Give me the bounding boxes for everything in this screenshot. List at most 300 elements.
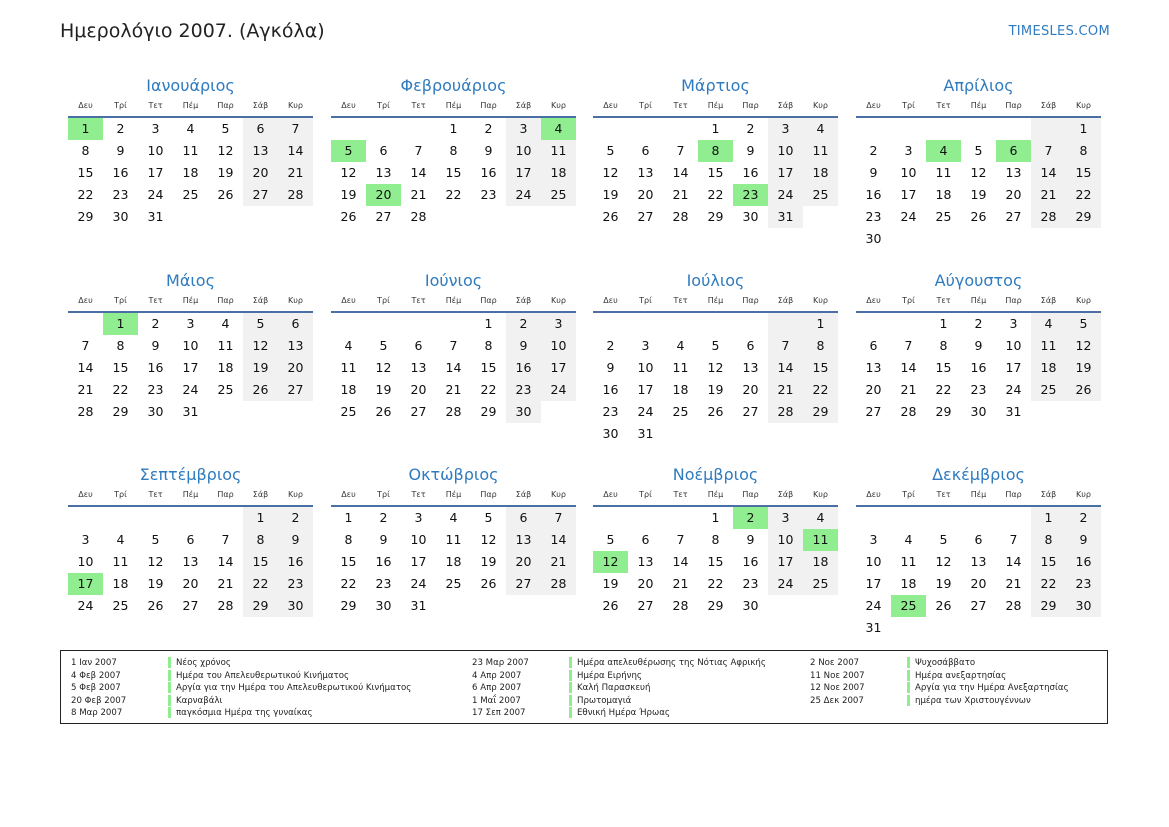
day-cell[interactable]: 6 — [379, 143, 388, 158]
day-cell[interactable]: 6 — [746, 338, 755, 353]
day-cell[interactable]: 15 — [707, 554, 724, 569]
day-cell[interactable]: 19 — [970, 187, 987, 202]
day-cell[interactable]: 14 — [672, 554, 689, 569]
day-cell[interactable]: 12 — [147, 554, 164, 569]
day-cell[interactable]: 3 — [541, 313, 576, 335]
day-cell[interactable]: 18 — [803, 162, 838, 184]
day-cell[interactable]: 1 — [939, 316, 948, 331]
day-cell[interactable]: 18 — [445, 554, 462, 569]
day-cell[interactable]: 11 — [1031, 335, 1066, 357]
day-cell[interactable]: 7 — [414, 143, 423, 158]
day-cell[interactable]: 21 — [77, 382, 94, 397]
day-cell[interactable]: 22 — [445, 187, 462, 202]
day-cell[interactable]: 27 — [637, 598, 654, 613]
day-cell[interactable]: 29 — [480, 404, 497, 419]
day-cell[interactable]: 16 — [506, 357, 541, 379]
day-cell[interactable]: 3 — [768, 507, 803, 529]
day-cell[interactable]: 8 — [698, 140, 733, 162]
day-cell[interactable]: 21 — [672, 576, 689, 591]
day-cell[interactable]: 25 — [891, 595, 926, 617]
day-cell[interactable]: 25 — [340, 404, 357, 419]
day-cell[interactable]: 13 — [278, 335, 313, 357]
day-cell[interactable]: 4 — [803, 507, 838, 529]
day-cell[interactable]: 3 — [186, 316, 195, 331]
day-cell[interactable]: 16 — [742, 554, 759, 569]
day-cell[interactable]: 31 — [1005, 404, 1022, 419]
day-cell[interactable]: 18 — [1031, 357, 1066, 379]
day-cell[interactable]: 3 — [904, 143, 913, 158]
day-cell[interactable]: 18 — [340, 382, 357, 397]
day-cell[interactable]: 30 — [147, 404, 164, 419]
day-cell[interactable]: 10 — [1005, 338, 1022, 353]
day-cell[interactable]: 3 — [641, 338, 650, 353]
day-cell[interactable]: 22 — [803, 379, 838, 401]
day-cell[interactable]: 7 — [541, 507, 576, 529]
day-cell[interactable]: 19 — [243, 357, 278, 379]
day-cell[interactable]: 11 — [541, 140, 576, 162]
day-cell[interactable]: 23 — [733, 184, 768, 206]
day-cell[interactable]: 2 — [974, 316, 983, 331]
day-cell[interactable]: 14 — [278, 140, 313, 162]
day-cell[interactable]: 9 — [278, 529, 313, 551]
day-cell[interactable]: 15 — [480, 360, 497, 375]
day-cell[interactable]: 13 — [865, 360, 882, 375]
day-cell[interactable]: 24 — [865, 598, 882, 613]
day-cell[interactable]: 19 — [480, 554, 497, 569]
day-cell[interactable]: 16 — [1066, 551, 1101, 573]
day-cell[interactable]: 11 — [445, 532, 462, 547]
day-cell[interactable]: 27 — [970, 598, 987, 613]
day-cell[interactable]: 30 — [278, 595, 313, 617]
site-link[interactable]: TIMESLES.COM — [1008, 24, 1110, 39]
day-cell[interactable]: 29 — [340, 598, 357, 613]
day-cell[interactable]: 2 — [116, 121, 125, 136]
day-cell[interactable]: 7 — [221, 532, 230, 547]
day-cell[interactable]: 27 — [865, 404, 882, 419]
day-cell[interactable]: 4 — [221, 316, 230, 331]
day-cell[interactable]: 14 — [1031, 162, 1066, 184]
day-cell[interactable]: 24 — [541, 379, 576, 401]
day-cell[interactable]: 26 — [480, 576, 497, 591]
day-cell[interactable]: 11 — [340, 360, 357, 375]
day-cell[interactable]: 23 — [1066, 573, 1101, 595]
day-cell[interactable]: 24 — [410, 576, 427, 591]
day-cell[interactable]: 21 — [541, 551, 576, 573]
day-cell[interactable]: 3 — [151, 121, 160, 136]
day-cell[interactable]: 6 — [243, 118, 278, 140]
day-cell[interactable]: 4 — [1031, 313, 1066, 335]
day-cell[interactable]: 20 — [637, 187, 654, 202]
day-cell[interactable]: 3 — [869, 532, 878, 547]
day-cell[interactable]: 25 — [935, 209, 952, 224]
day-cell[interactable]: 22 — [243, 573, 278, 595]
day-cell[interactable]: 26 — [602, 209, 619, 224]
day-cell[interactable]: 17 — [541, 357, 576, 379]
day-cell[interactable]: 2 — [869, 143, 878, 158]
day-cell[interactable]: 31 — [410, 598, 427, 613]
day-cell[interactable]: 1 — [449, 121, 458, 136]
day-cell[interactable]: 21 — [445, 382, 462, 397]
day-cell[interactable]: 28 — [672, 598, 689, 613]
day-cell[interactable]: 5 — [151, 532, 160, 547]
day-cell[interactable]: 10 — [637, 360, 654, 375]
day-cell[interactable]: 28 — [900, 404, 917, 419]
day-cell[interactable]: 5 — [711, 338, 720, 353]
day-cell[interactable]: 17 — [768, 551, 803, 573]
day-cell[interactable]: 1 — [103, 313, 138, 335]
day-cell[interactable]: 20 — [865, 382, 882, 397]
day-cell[interactable]: 31 — [182, 404, 199, 419]
day-cell[interactable]: 15 — [445, 165, 462, 180]
day-cell[interactable]: 13 — [182, 554, 199, 569]
day-cell[interactable]: 21 — [1005, 576, 1022, 591]
day-cell[interactable]: 21 — [1031, 184, 1066, 206]
day-cell[interactable]: 28 — [217, 598, 234, 613]
day-cell[interactable]: 24 — [147, 187, 164, 202]
day-cell[interactable]: 10 — [77, 554, 94, 569]
day-cell[interactable]: 23 — [480, 187, 497, 202]
day-cell[interactable]: 29 — [1066, 206, 1101, 228]
day-cell[interactable]: 1 — [1066, 118, 1101, 140]
day-cell[interactable]: 29 — [707, 598, 724, 613]
day-cell[interactable]: 12 — [1066, 335, 1101, 357]
day-cell[interactable]: 12 — [480, 532, 497, 547]
day-cell[interactable]: 27 — [243, 184, 278, 206]
day-cell[interactable]: 17 — [900, 187, 917, 202]
day-cell[interactable]: 13 — [637, 165, 654, 180]
day-cell[interactable]: 16 — [375, 554, 392, 569]
day-cell[interactable]: 6 — [869, 338, 878, 353]
day-cell[interactable]: 30 — [865, 231, 882, 246]
day-cell[interactable]: 3 — [1009, 316, 1018, 331]
day-cell[interactable]: 13 — [375, 165, 392, 180]
day-cell[interactable]: 22 — [935, 382, 952, 397]
day-cell[interactable]: 25 — [803, 184, 838, 206]
day-cell[interactable]: 30 — [112, 209, 129, 224]
day-cell[interactable]: 29 — [1031, 595, 1066, 617]
day-cell[interactable]: 10 — [182, 338, 199, 353]
day-cell[interactable]: 8 — [344, 532, 353, 547]
day-cell[interactable]: 14 — [217, 554, 234, 569]
day-cell[interactable]: 24 — [1005, 382, 1022, 397]
day-cell[interactable]: 18 — [541, 162, 576, 184]
day-cell[interactable]: 23 — [375, 576, 392, 591]
day-cell[interactable]: 31 — [147, 209, 164, 224]
day-cell[interactable]: 12 — [707, 360, 724, 375]
day-cell[interactable]: 15 — [707, 165, 724, 180]
day-cell[interactable]: 16 — [147, 360, 164, 375]
day-cell[interactable]: 15 — [112, 360, 129, 375]
day-cell[interactable]: 16 — [112, 165, 129, 180]
day-cell[interactable]: 27 — [182, 598, 199, 613]
day-cell[interactable]: 26 — [243, 379, 278, 401]
day-cell[interactable]: 25 — [112, 598, 129, 613]
day-cell[interactable]: 6 — [641, 143, 650, 158]
day-cell[interactable]: 29 — [243, 595, 278, 617]
day-cell[interactable]: 8 — [939, 338, 948, 353]
day-cell[interactable]: 2 — [606, 338, 615, 353]
day-cell[interactable]: 22 — [480, 382, 497, 397]
day-cell[interactable]: 13 — [243, 140, 278, 162]
day-cell[interactable]: 14 — [445, 360, 462, 375]
day-cell[interactable]: 13 — [506, 529, 541, 551]
day-cell[interactable]: 27 — [1005, 209, 1022, 224]
day-cell[interactable]: 10 — [768, 140, 803, 162]
day-cell[interactable]: 7 — [1009, 532, 1018, 547]
day-cell[interactable]: 9 — [869, 165, 878, 180]
day-cell[interactable]: 22 — [1031, 573, 1066, 595]
day-cell[interactable]: 20 — [1005, 187, 1022, 202]
day-cell[interactable]: 1 — [243, 507, 278, 529]
day-cell[interactable]: 2 — [379, 510, 388, 525]
day-cell[interactable]: 10 — [900, 165, 917, 180]
day-cell[interactable]: 20 — [182, 576, 199, 591]
day-cell[interactable]: 11 — [900, 554, 917, 569]
day-cell[interactable]: 29 — [707, 209, 724, 224]
day-cell[interactable]: 5 — [243, 313, 278, 335]
day-cell[interactable]: 17 — [637, 382, 654, 397]
day-cell[interactable]: 17 — [147, 165, 164, 180]
day-cell[interactable]: 10 — [768, 529, 803, 551]
day-cell[interactable]: 18 — [182, 165, 199, 180]
day-cell[interactable]: 30 — [375, 598, 392, 613]
day-cell[interactable]: 28 — [672, 209, 689, 224]
day-cell[interactable]: 5 — [606, 143, 615, 158]
day-cell[interactable]: 29 — [803, 401, 838, 423]
day-cell[interactable]: 17 — [506, 162, 541, 184]
day-cell[interactable]: 11 — [217, 338, 234, 353]
day-cell[interactable]: 14 — [900, 360, 917, 375]
day-cell[interactable]: 30 — [970, 404, 987, 419]
day-cell[interactable]: 2 — [151, 316, 160, 331]
day-cell[interactable]: 4 — [116, 532, 125, 547]
day-cell[interactable]: 19 — [935, 576, 952, 591]
day-cell[interactable]: 26 — [340, 209, 357, 224]
day-cell[interactable]: 20 — [742, 382, 759, 397]
day-cell[interactable]: 16 — [865, 187, 882, 202]
day-cell[interactable]: 3 — [768, 118, 803, 140]
day-cell[interactable]: 25 — [182, 187, 199, 202]
day-cell[interactable]: 17 — [865, 576, 882, 591]
day-cell[interactable]: 10 — [506, 140, 541, 162]
day-cell[interactable]: 12 — [593, 551, 628, 573]
day-cell[interactable]: 26 — [217, 187, 234, 202]
day-cell[interactable]: 4 — [904, 532, 913, 547]
day-cell[interactable]: 18 — [803, 551, 838, 573]
day-cell[interactable]: 5 — [331, 140, 366, 162]
day-cell[interactable]: 14 — [77, 360, 94, 375]
day-cell[interactable]: 7 — [449, 338, 458, 353]
day-cell[interactable]: 18 — [900, 576, 917, 591]
day-cell[interactable]: 23 — [970, 382, 987, 397]
day-cell[interactable]: 20 — [637, 576, 654, 591]
day-cell[interactable]: 11 — [803, 140, 838, 162]
day-cell[interactable]: 23 — [147, 382, 164, 397]
day-cell[interactable]: 26 — [970, 209, 987, 224]
day-cell[interactable]: 18 — [935, 187, 952, 202]
day-cell[interactable]: 9 — [116, 143, 125, 158]
day-cell[interactable]: 7 — [904, 338, 913, 353]
day-cell[interactable]: 16 — [480, 165, 497, 180]
day-cell[interactable]: 10 — [541, 335, 576, 357]
day-cell[interactable]: 12 — [243, 335, 278, 357]
day-cell[interactable]: 28 — [445, 404, 462, 419]
day-cell[interactable]: 19 — [707, 382, 724, 397]
day-cell[interactable]: 21 — [768, 379, 803, 401]
day-cell[interactable]: 29 — [77, 209, 94, 224]
day-cell[interactable]: 10 — [865, 554, 882, 569]
day-cell[interactable]: 13 — [637, 554, 654, 569]
day-cell[interactable]: 15 — [1031, 551, 1066, 573]
day-cell[interactable]: 20 — [410, 382, 427, 397]
day-cell[interactable]: 4 — [449, 510, 458, 525]
day-cell[interactable]: 9 — [974, 338, 983, 353]
day-cell[interactable]: 21 — [900, 382, 917, 397]
day-cell[interactable]: 29 — [112, 404, 129, 419]
day-cell[interactable]: 6 — [996, 140, 1031, 162]
day-cell[interactable]: 3 — [414, 510, 423, 525]
day-cell[interactable]: 6 — [506, 507, 541, 529]
day-cell[interactable]: 24 — [900, 209, 917, 224]
day-cell[interactable]: 9 — [506, 335, 541, 357]
day-cell[interactable]: 2 — [278, 507, 313, 529]
day-cell[interactable]: 9 — [151, 338, 160, 353]
day-cell[interactable]: 21 — [217, 576, 234, 591]
day-cell[interactable]: 28 — [410, 209, 427, 224]
day-cell[interactable]: 8 — [1066, 140, 1101, 162]
day-cell[interactable]: 11 — [935, 165, 952, 180]
day-cell[interactable]: 25 — [672, 404, 689, 419]
day-cell[interactable]: 12 — [970, 165, 987, 180]
day-cell[interactable]: 17 — [768, 162, 803, 184]
day-cell[interactable]: 21 — [672, 187, 689, 202]
day-cell[interactable]: 24 — [506, 184, 541, 206]
day-cell[interactable]: 1 — [711, 510, 720, 525]
day-cell[interactable]: 30 — [602, 426, 619, 441]
day-cell[interactable]: 6 — [414, 338, 423, 353]
day-cell[interactable]: 24 — [768, 184, 803, 206]
day-cell[interactable]: 4 — [926, 140, 961, 162]
day-cell[interactable]: 15 — [77, 165, 94, 180]
day-cell[interactable]: 25 — [1031, 379, 1066, 401]
day-cell[interactable]: 23 — [506, 379, 541, 401]
day-cell[interactable]: 1 — [484, 316, 493, 331]
day-cell[interactable]: 5 — [1066, 313, 1101, 335]
day-cell[interactable]: 7 — [278, 118, 313, 140]
day-cell[interactable]: 26 — [707, 404, 724, 419]
day-cell[interactable]: 17 — [1005, 360, 1022, 375]
day-cell[interactable]: 15 — [243, 551, 278, 573]
day-cell[interactable]: 26 — [935, 598, 952, 613]
day-cell[interactable]: 22 — [707, 187, 724, 202]
day-cell[interactable]: 8 — [116, 338, 125, 353]
day-cell[interactable]: 21 — [278, 162, 313, 184]
day-cell[interactable]: 25 — [803, 573, 838, 595]
day-cell[interactable]: 5 — [974, 143, 983, 158]
day-cell[interactable]: 22 — [112, 382, 129, 397]
day-cell[interactable]: 1 — [803, 313, 838, 335]
day-cell[interactable]: 11 — [182, 143, 199, 158]
day-cell[interactable]: 4 — [676, 338, 685, 353]
day-cell[interactable]: 13 — [742, 360, 759, 375]
day-cell[interactable]: 3 — [81, 532, 90, 547]
day-cell[interactable]: 28 — [77, 404, 94, 419]
day-cell[interactable]: 7 — [676, 143, 685, 158]
day-cell[interactable]: 17 — [410, 554, 427, 569]
day-cell[interactable]: 20 — [278, 357, 313, 379]
day-cell[interactable]: 31 — [637, 426, 654, 441]
day-cell[interactable]: 22 — [77, 187, 94, 202]
day-cell[interactable]: 19 — [147, 576, 164, 591]
day-cell[interactable]: 18 — [217, 360, 234, 375]
day-cell[interactable]: 23 — [865, 209, 882, 224]
day-cell[interactable]: 1 — [344, 510, 353, 525]
day-cell[interactable]: 1 — [1031, 507, 1066, 529]
day-cell[interactable]: 28 — [768, 401, 803, 423]
day-cell[interactable]: 28 — [278, 184, 313, 206]
day-cell[interactable]: 22 — [340, 576, 357, 591]
day-cell[interactable]: 13 — [1005, 165, 1022, 180]
day-cell[interactable]: 30 — [742, 598, 759, 613]
day-cell[interactable]: 25 — [541, 184, 576, 206]
day-cell[interactable]: 12 — [935, 554, 952, 569]
day-cell[interactable]: 4 — [541, 118, 576, 140]
day-cell[interactable]: 18 — [112, 576, 129, 591]
day-cell[interactable]: 26 — [147, 598, 164, 613]
day-cell[interactable]: 22 — [707, 576, 724, 591]
day-cell[interactable]: 15 — [935, 360, 952, 375]
day-cell[interactable]: 9 — [1066, 529, 1101, 551]
day-cell[interactable]: 7 — [81, 338, 90, 353]
day-cell[interactable]: 9 — [606, 360, 615, 375]
day-cell[interactable]: 8 — [484, 338, 493, 353]
day-cell[interactable]: 24 — [637, 404, 654, 419]
day-cell[interactable]: 5 — [221, 121, 230, 136]
day-cell[interactable]: 13 — [970, 554, 987, 569]
day-cell[interactable]: 5 — [606, 532, 615, 547]
day-cell[interactable]: 23 — [278, 573, 313, 595]
day-cell[interactable]: 1 — [711, 121, 720, 136]
day-cell[interactable]: 27 — [278, 379, 313, 401]
day-cell[interactable]: 15 — [803, 357, 838, 379]
day-cell[interactable]: 16 — [742, 165, 759, 180]
day-cell[interactable]: 20 — [243, 162, 278, 184]
day-cell[interactable]: 20 — [970, 576, 987, 591]
day-cell[interactable]: 30 — [1066, 595, 1101, 617]
day-cell[interactable]: 28 — [1031, 206, 1066, 228]
day-cell[interactable]: 3 — [506, 118, 541, 140]
day-cell[interactable]: 15 — [1066, 162, 1101, 184]
day-cell[interactable]: 27 — [506, 573, 541, 595]
day-cell[interactable]: 14 — [1005, 554, 1022, 569]
day-cell[interactable]: 11 — [803, 529, 838, 551]
day-cell[interactable]: 27 — [375, 209, 392, 224]
day-cell[interactable]: 26 — [375, 404, 392, 419]
day-cell[interactable]: 12 — [217, 143, 234, 158]
day-cell[interactable]: 31 — [768, 206, 803, 228]
day-cell[interactable]: 5 — [484, 510, 493, 525]
day-cell[interactable]: 2 — [484, 121, 493, 136]
day-cell[interactable]: 29 — [935, 404, 952, 419]
day-cell[interactable]: 31 — [865, 620, 882, 635]
day-cell[interactable]: 8 — [711, 532, 720, 547]
day-cell[interactable]: 24 — [77, 598, 94, 613]
day-cell[interactable]: 14 — [768, 357, 803, 379]
day-cell[interactable]: 16 — [970, 360, 987, 375]
day-cell[interactable]: 27 — [410, 404, 427, 419]
day-cell[interactable]: 19 — [340, 187, 357, 202]
day-cell[interactable]: 26 — [602, 598, 619, 613]
